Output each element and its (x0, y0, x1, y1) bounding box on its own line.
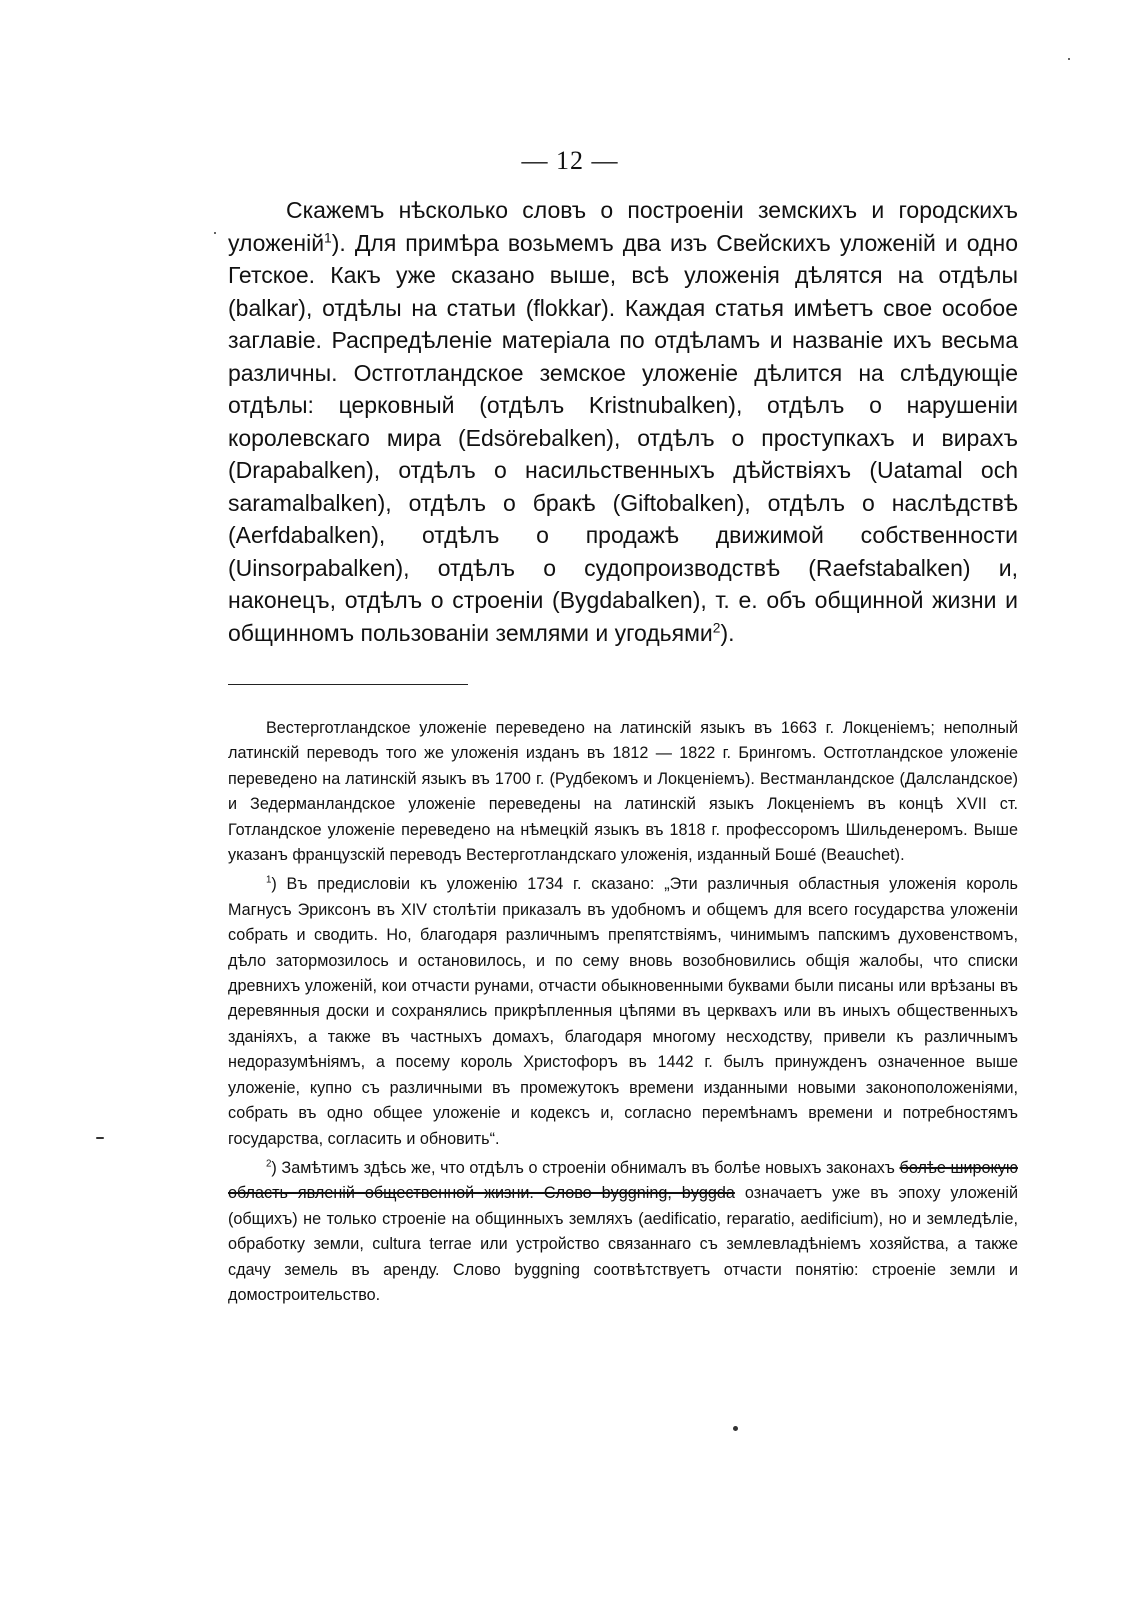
footnote-2 (228, 1156, 1018, 1308)
footnote-1-text: ) Въ предисловіи къ уложенію 1734 г. сказано: „Эти различныя областныя уложенія король Магнусъ Эриксонъ въ XIV столѣтіи приказалъ въ удобномъ и общемъ для всего государства уложеніи собрать и сводить. Но, благодаря различнымъ препятствіямъ, чинимымъ папскимъ духовенствомъ, дѣло затормозилось и остановилось, и по сему вновь возобновились общія жалобы, что списки древнихъ уложеній, кои отчасти рунами, отчасти обыкновенными буквами были писаны или врѣзаны въ деревянныя доски и сохранялись прикрѣпленныя цѣпями въ церквахъ или въ иныхъ общественныхъ зданіяхъ, а также въ частныхъ домахъ, благодаря многому несходству, привели къ различнымъ недоразумѣніямъ, а посему король Христофоръ въ 1442 г. былъ принужденъ означенное выше уложеніе, купно съ различными въ промежутокъ времени изданными новыми законоположеніями, собрать въ одно общее уложеніе и кодексъ и, согласно перемѣнамъ времени и потребностямъ государства, согласить и обновить“. (228, 875, 1018, 1148)
footnote-continuation: Вестерготландское уложеніе переведено на латинскій языкъ въ 1663 г. Локценіемъ; неполный латинскій переводъ того же уложенія изданъ въ 1812 — 1822 г. Брингомъ. Остготландское уложеніе переведено на латинскій языкъ въ 1700 г. (Рудбекомъ и Локценіемъ). Вестманландское (Далсландское) и Зедерманландское уложеніе переведены на латинскій языкъ Локценіемъ въ концѣ XVII ст. Готландское уложеніе переведено на нѣмецкій языкъ въ 1818 г. профессоромъ Шильденеромъ. Выше указанъ французскій переводъ Вестерготландскаго уложенія, изданный Бошé (Beauchet). (228, 719, 1018, 865)
ink-speck (96, 1137, 104, 1139)
footnote-1-marker: 1 (266, 875, 272, 887)
footnote-2-text-cont: означаетъ уже въ эпоху уложеній (общихъ) не только строеніе на общинныхъ земляхъ (aedificatio, reparatio, aedificium), но и земледѣліе, обработку земли, cultura terrae или устройство связаннаго съ землевладѣніемъ хозяйства, а также сдачу земель въ аренду. Слово byggning соотвѣтствуетъ отчасти понятію: строеніе земли и домостроительство. (228, 1184, 1018, 1304)
footnotes (228, 716, 1018, 1312)
footnote-2-marker: 2 (266, 1158, 272, 1170)
ink-speck (733, 1426, 738, 1431)
footnote-separator (228, 684, 468, 685)
footnote-ref-2: 2 (712, 619, 721, 635)
footnote-2-struck-text: болѣе широкую область явленій общественной жизни. Слово byggning, byggda (228, 1158, 1018, 1203)
main-paragraph-end: ). (720, 619, 735, 646)
main-paragraph (228, 194, 1018, 649)
page-number: — 12 — (521, 146, 619, 175)
ink-speck (214, 232, 216, 234)
main-paragraph-text-cont: ). Для примѣра возьмемъ два изъ Свейскихъ уложеній и одно Гетское. Какъ уже сказано выше, всѣ уложенія дѣлятся на отдѣлы (balkar), отдѣлы на статьи (flokkar). Каждая статья имѣетъ свое особое заглавіе. Распредѣленіе матеріала по отдѣламъ и названіе ихъ весьма различны. Остготландское земское уложеніе дѣлится на слѣдующіе отдѣлы: церковный (отдѣлъ Kristnubalken), отдѣлъ о нарушеніи королевскаго мира (Edsörebalken), отдѣлъ о проступкахъ и вирахъ (Drapabalken), отдѣлъ о насильственныхъ дѣйствіяхъ (Uatamal och saramalbalken), отдѣлъ о бракѣ (Giftobalken), отдѣлъ о наслѣдствѣ (Aerfdabalken), отдѣлъ о продажѣ движимой собственности (Uinsorpabalken), отдѣлъ о судопроизводствѣ (Raefstabalken) и, наконецъ, отдѣлъ о строеніи (Bygdabalken), т. е. объ общинной жизни и общинномъ пользованіи землями и угодьями (228, 229, 1018, 646)
footnote-1 (228, 872, 1018, 1151)
main-paragraph-text: Скажемъ нѣсколько словъ о построеніи земскихъ и городскихъ уложеній (228, 197, 1018, 256)
footnote-ref-1: 1 (324, 229, 332, 245)
footnote-2-text: ) Замѣтимъ здѣсь же, что отдѣлъ о строеніи обнималъ въ болѣе новыхъ законахъ (271, 1158, 900, 1177)
ink-speck (1068, 58, 1070, 60)
